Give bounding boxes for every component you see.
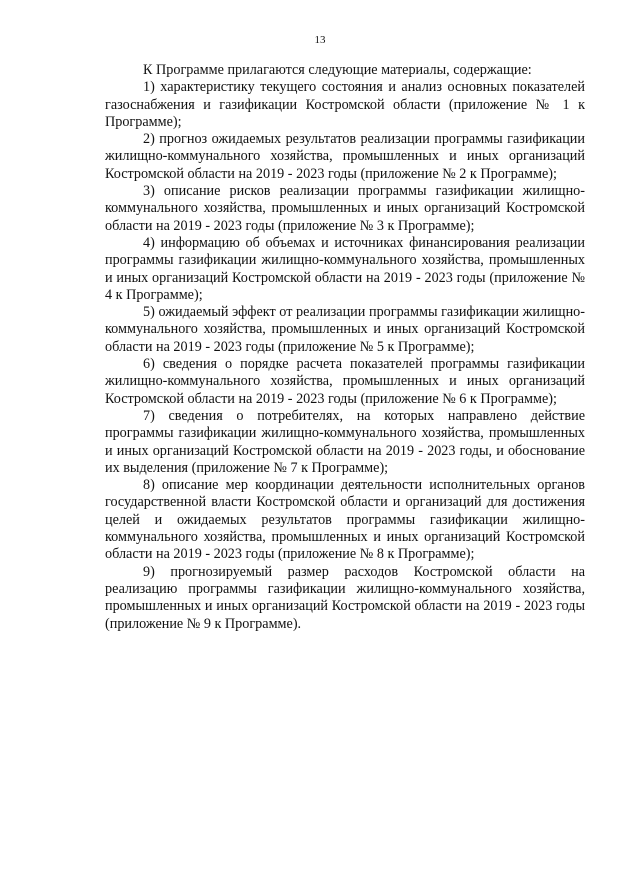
list-item-6: 6) сведения о порядке расчета показателей программы газификации жилищно-коммунального хозяйства, промышленных и иных организаций Костромской области на 2019 - 2023 годы (приложение № 6 к Программе); <box>105 356 585 407</box>
list-item-5: 5) ожидаемый эффект от реализации программы газификации жилищно-коммунального хозяйства, промышленных и иных организаций Костромской области на 2019 - 2023 годы (приложение № 5 к Программе); <box>105 304 585 355</box>
list-item-2: 2) прогноз ожидаемых результатов реализации программы газификации жилищно-коммунального хозяйства, промышленных и иных организаций Костромской области на 2019 - 2023 годы (приложение № 2 к Программе); <box>105 131 585 182</box>
list-item-1: 1) характеристику текущего состояния и анализ основных показателей газоснабжения и газификации Костромской области (приложение № 1 к Программе); <box>105 79 585 130</box>
list-item-9: 9) прогнозируемый размер расходов Костромской области на реализацию программы газификации жилищно-коммунального хозяйства, промышленных и иных организаций Костромской области на 2019 - 2023 годы (приложение № 9 к Программе). <box>105 563 585 632</box>
document-body <box>105 62 585 633</box>
list-item-8: 8) описание мер координации деятельности исполнительных органов государственной власти Костромской области и организаций для достижения целей и ожидаемых результатов программы газификации жилищно-коммунального хозяйства, промышленных и иных организаций Костромской области на 2019 - 2023 годы (приложение № 8 к Программе); <box>105 477 585 563</box>
list-item-4: 4) информацию об объемах и источниках финансирования реализации программы газификации жилищно-коммунального хозяйства, промышленных и иных организаций Костромской области на 2019 - 2023 годы (приложение № 4 к Программе); <box>105 234 585 303</box>
intro-paragraph: К Программе прилагаются следующие материалы, содержащие: <box>143 62 532 78</box>
list-item-7: 7) сведения о потребителях, на которых направлено действие программы газификации жилищно-коммунального хозяйства, промышленных и иных организаций Костромской области на 2019 - 2023 годы, и обоснование их выделения (приложение № 7 к Программе); <box>105 407 585 476</box>
list-item-3: 3) описание рисков реализации программы газификации жилищно-коммунального хозяйства, промышленных и иных организаций Костромской области на 2019 - 2023 годы (приложение № 3 к Программе); <box>105 183 585 234</box>
page-number: 13 <box>314 34 326 46</box>
